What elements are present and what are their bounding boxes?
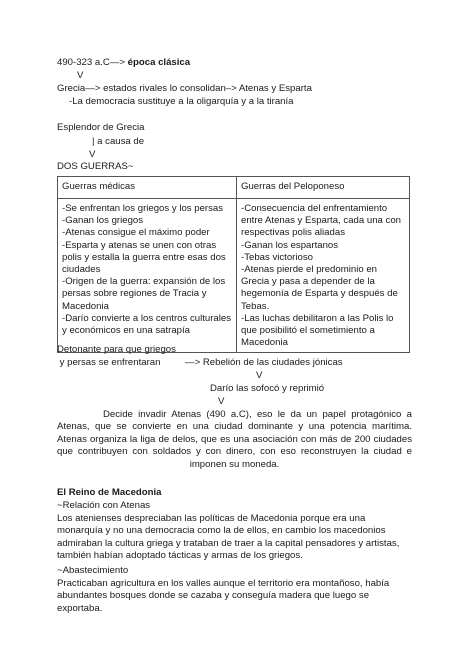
down-arrow: V bbox=[89, 149, 96, 160]
abastecimiento-subtitle: ~Abastecimiento bbox=[57, 565, 129, 576]
democracia-line: -La democracia sustituye a la oligarquía y a la tiranía bbox=[69, 96, 294, 107]
guerras-peloponeso-cell bbox=[237, 199, 410, 353]
table-row bbox=[58, 199, 410, 353]
list-item: -Darío convierte a los centros culturales y económicos en una satrapía bbox=[62, 312, 232, 337]
atenas-paragraph: Decide invadir Atenas (490 a.C), eso le da un papel protagónico a Atenas, que se convierte en una ciudad dominante y una potencia marítima. Atenas organiza la liga de delos, que es una asociación con más de 200 ciudades que contribuyen con soldados y con dinero, con eso reconstruyen la ciudad e imponen su moneda. bbox=[57, 409, 412, 470]
guerras-table bbox=[57, 176, 410, 353]
dario-line: Darío las sofocó y reprimió bbox=[210, 383, 325, 394]
table-header-row bbox=[58, 177, 410, 199]
list-item: -Se enfrentan los griegos y los persas bbox=[62, 203, 224, 214]
dos-guerras-heading: DOS GUERRAS~ bbox=[57, 161, 134, 172]
down-arrow: V bbox=[218, 396, 225, 407]
persas-line: y persas se enfrentaran bbox=[57, 357, 161, 368]
guerras-medicas-cell bbox=[58, 199, 237, 353]
esplendor-title: Esplendor de Grecia bbox=[57, 122, 145, 133]
era-name: época clásica bbox=[127, 57, 191, 68]
list-item: -Las luchas debilitaron a las Polis lo que posibilitó el sometimiento a Macedonia bbox=[241, 312, 394, 349]
list-item: -Atenas consigue el máximo poder bbox=[62, 227, 210, 239]
abastecimiento-paragraph: Practicaban agricultura en los valles aunque el territorio era montañoso, había abundantes bosques donde se cazaba y conseguía madera que luego se exportaba. bbox=[57, 578, 390, 614]
rebelion-line: —> Rebelión de las ciudades jónicas bbox=[185, 357, 343, 368]
era-dates: 490-323 a.C—> bbox=[57, 57, 128, 68]
list-item: -Consecuencia del enfrentamiento entre Atenas y Esparta, cada una con respectivas polis aliadas bbox=[241, 203, 402, 239]
header-guerras-peloponeso: Guerras del Peloponeso bbox=[237, 177, 410, 199]
list-item: -Esparta y atenas se unen con otras polis y estalla la guerra entre esas dos ciudades bbox=[62, 239, 226, 276]
detonante-line: Detonante para que griegos bbox=[57, 344, 176, 355]
down-arrow: V bbox=[256, 370, 263, 381]
list-item: -Ganan los espartanos bbox=[241, 239, 339, 251]
relacion-subtitle: ~Relación con Atenas bbox=[57, 500, 151, 511]
down-arrow: V bbox=[77, 70, 84, 81]
list-item: -Atenas pierde el predominio en Grecia y pasa a depender de la hegemonía de Esparta y después de Tebas. bbox=[241, 264, 398, 312]
era-line bbox=[57, 57, 190, 69]
list-item: -Tebas victorioso bbox=[241, 251, 313, 263]
relacion-paragraph: Los atenienses despreciaban las políticas de Macedonia porque era una monarquía y no una democracia como la de ellos, en cambio los macedonios admiraban la cultura griega y trataban de traer a la capital pensadores y artistas, también habían adoptado tácticas y armas de los griegos. bbox=[57, 513, 400, 562]
list-item: -Ganan los griegos bbox=[62, 215, 144, 227]
esplendor-cause: | a causa de bbox=[92, 136, 145, 147]
header-guerras-medicas: Guerras médicas bbox=[58, 177, 237, 199]
list-item: -Origen de la guerra: expansión de los persas sobre regiones de Tracia y Macedonia bbox=[62, 276, 226, 312]
grecia-line: Grecia—> estados rivales lo consolidan–> Atenas y Esparta bbox=[57, 83, 312, 94]
macedonia-title: El Reino de Macedonia bbox=[57, 487, 162, 498]
